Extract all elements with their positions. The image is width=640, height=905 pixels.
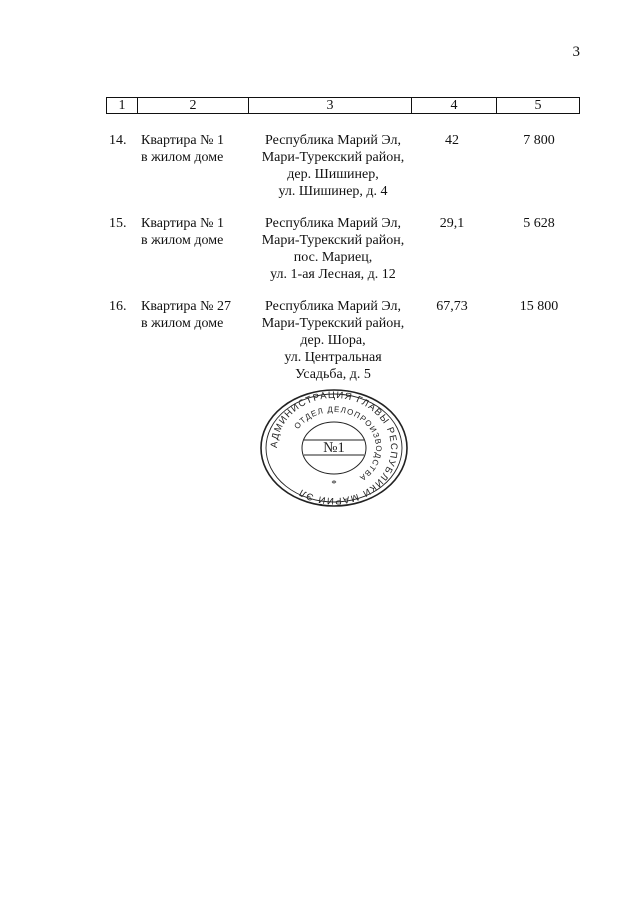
property-name-line: в жилом доме [141,233,224,248]
address-line: ул. Центральная [284,350,382,365]
row-number: 14. [109,133,127,148]
property-name-line: в жилом доме [141,316,224,331]
address-line: ул. Шишинер, д. 4 [278,184,388,199]
property-name [141,132,256,166]
table-row [106,298,580,383]
property-name-line: Квартира № 27 [141,299,231,314]
property-area: 29,1 [439,216,465,231]
stamp-outer-text: АДМИНИСТРАЦИЯ ГЛАВЫ РЕСПУБЛИКИ МАРИЙ ЭЛ [268,389,400,507]
address-line: дер. Шишинер, [287,167,379,182]
header-cell-1: 1 [118,98,126,113]
address-line: Республика Марий Эл, [265,216,401,231]
address-line: Мари-Турекский район, [261,233,405,248]
property-name [141,215,256,249]
star-icon: * [331,478,337,490]
header-cell-4: 4 [411,98,496,113]
header-cell-5: 5 [496,98,579,113]
property-address [249,132,417,200]
row-number: 16. [109,299,127,314]
address-line: пос. Мариец, [293,250,373,265]
property-area: 67,73 [436,299,468,314]
property-price: 15 800 [519,299,559,314]
property-price: 5 628 [523,216,555,231]
page-number: 3 [572,44,580,60]
property-address [249,298,417,383]
table-body [106,132,580,383]
property-name-line: в жилом доме [141,150,224,165]
property-price: 7 800 [523,133,555,148]
official-stamp [258,388,410,508]
property-name [141,298,256,332]
address-line: Республика Марий Эл, [265,299,401,314]
address-line: Мари-Турекский район, [261,316,405,331]
table-row [106,132,580,200]
stamp-number: №1 [323,440,345,456]
property-name-line: Квартира № 1 [141,216,224,231]
address-line: дер. Шора, [300,333,366,348]
table-header [106,97,580,114]
address-line: Мари-Турекский район, [261,150,405,165]
header-cell-2: 2 [137,98,248,113]
property-area: 42 [445,133,459,148]
address-line: Усадьба, д. 5 [295,367,371,382]
stamp-inner-text: ОТДЕЛ ДЕЛОПРОИЗВОДСТВА [292,404,384,484]
address-line: ул. 1-ая Лесная, д. 12 [270,267,396,282]
row-number: 15. [109,216,127,231]
address-line: Республика Марий Эл, [265,133,401,148]
property-address [249,215,417,283]
table-row [106,215,580,283]
header-cell-3: 3 [248,98,411,113]
property-name-line: Квартира № 1 [141,133,224,148]
